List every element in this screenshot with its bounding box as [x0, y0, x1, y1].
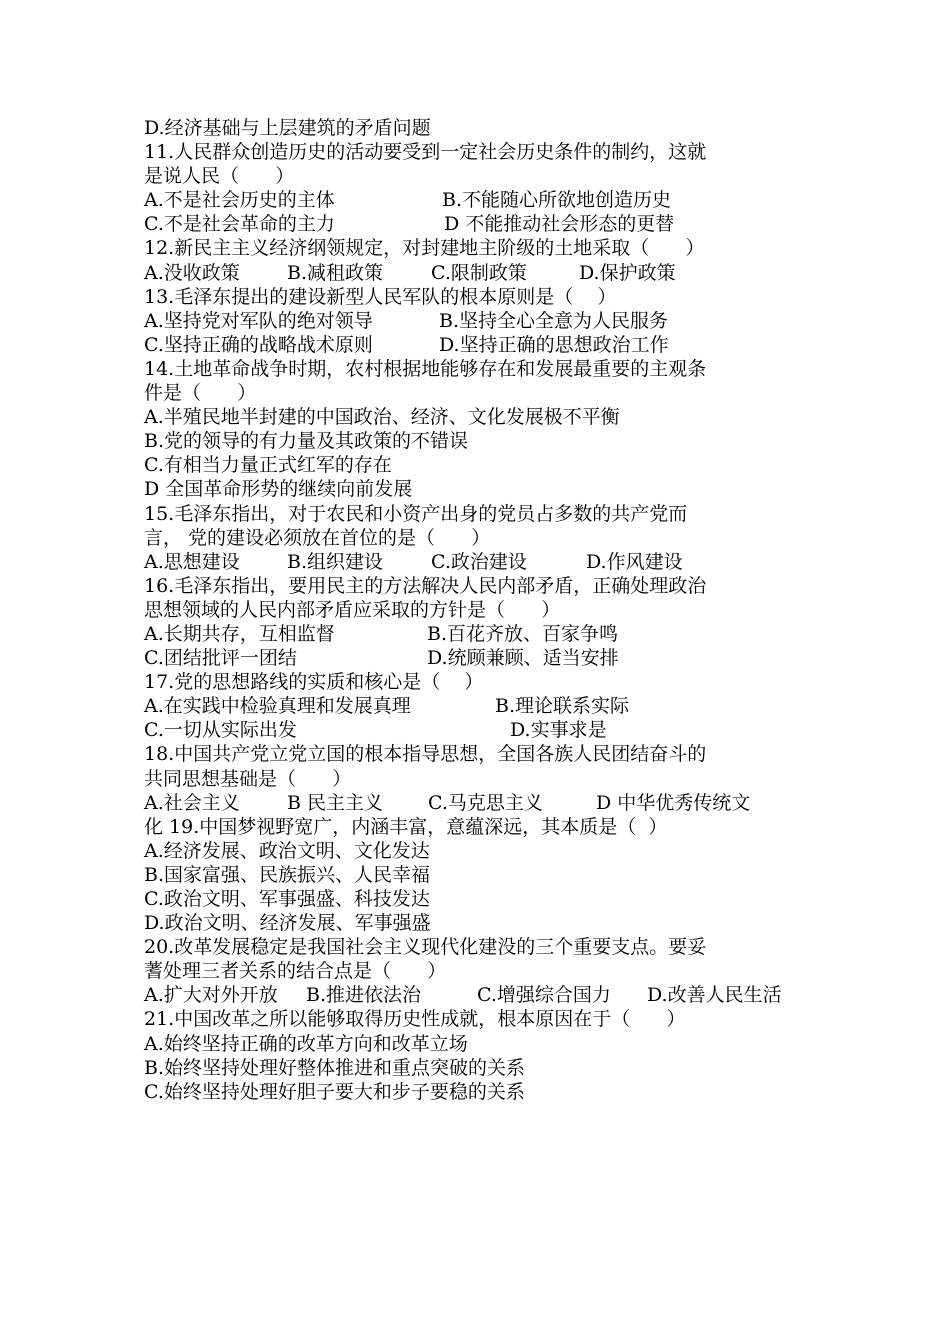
text-line: D.政治文明、经济发展、军事强盛: [144, 912, 431, 935]
answer-option: B.不能随心所欲地创造历史: [442, 189, 672, 212]
answer-option: D.保护政策: [579, 261, 676, 284]
text-line: 11.人民群众创造历史的活动要受到一定社会历史条件的制约，这就: [144, 141, 707, 164]
text-line: 是说人民（ ）: [144, 165, 295, 188]
answer-option: C.一切从实际出发: [144, 719, 297, 742]
text-line: 16.毛泽东指出，要用民主的方法解决人民内部矛盾，正确处理政治: [144, 574, 707, 597]
text-line: 14.土地革命战争时期，农村根据地能够存在和发展最重要的主观条: [144, 357, 707, 380]
text-line: 12.新民主主义经济纲领规定，对封建地主阶级的土地采取（ ）: [144, 237, 705, 260]
option-row: [144, 188, 814, 212]
option-row: [144, 550, 814, 574]
text-line: 17.党的思想路线的实质和核心是（ ）: [144, 671, 484, 694]
option-row: [144, 212, 814, 236]
answer-option: D.统顾兼顾、适当安排: [427, 647, 619, 670]
answer-option: B.坚持全心全意为人民服务: [439, 309, 669, 332]
text-line: 共同思想基础是（ ）: [144, 767, 352, 790]
text-line: 15.毛泽东指出，对于农民和小资产出身的党员占多数的共产党而: [144, 502, 688, 525]
text-line: C.政治文明、军事强盛、科技发达: [144, 888, 430, 910]
option-row: [144, 333, 814, 357]
text-line: B.党的领导的有力量及其政策的不错误: [144, 430, 469, 453]
answer-option: B.推进依法治: [306, 984, 422, 1007]
answer-option: A.没收政策: [144, 261, 240, 284]
text-line: B.国家富强、民族振兴、人民幸福: [144, 863, 431, 886]
answer-option: C.限制政策: [431, 261, 527, 284]
answer-option: B.百花齐放、百家争鸣: [427, 622, 619, 645]
option-row: [144, 261, 814, 285]
answer-option: C.增强综合国力: [477, 984, 611, 1007]
text-line: A.经济发展、政治文明、文化发达: [144, 839, 430, 862]
answer-option: A.长期共存，互相监督: [144, 622, 335, 645]
text-line: D.经济基础与上层建筑的矛盾问题: [144, 117, 431, 139]
text-line: B.始终坚持处理好整体推进和重点突破的关系: [144, 1056, 526, 1079]
answer-option: B.理论联系实际: [495, 695, 630, 718]
text-line: 蓍处理三者关系的结合点是（ ）: [144, 960, 447, 983]
answer-option: A.扩大对外开放: [144, 984, 278, 1007]
answer-option: A.坚持党对军队的绝对领导: [144, 309, 373, 332]
answer-option: A.不是社会历史的主体: [144, 189, 335, 212]
option-row: [144, 622, 814, 646]
text-line: 化 19.中国梦视野宽广，内涵丰富，意蕴深远，其本质是（ ）: [144, 815, 668, 838]
answer-option: D.作风建设: [586, 550, 683, 573]
answer-option: D.实事求是: [510, 719, 607, 742]
text-line: 20.改革发展稳定是我国社会主义现代化建没的三个重要支点。要妥: [144, 936, 707, 959]
answer-option: D.坚持正确的思想政治工作: [439, 333, 669, 356]
answer-option: C.团结批评一团结: [144, 647, 297, 670]
option-row: [144, 718, 814, 742]
answer-option: A.在实践中检验真理和发展真理: [144, 695, 411, 718]
text-line: C.有相当力量正式红军的存在: [144, 454, 392, 477]
option-row: [144, 694, 814, 718]
text-line: 13.毛泽东提出的建设新型人民军队的根本原则是（ ）: [144, 285, 617, 308]
answer-option: D 中华优秀传统文: [596, 791, 751, 814]
option-row: [144, 791, 814, 815]
option-row: [144, 983, 814, 1007]
answer-option: D 不能推动社会形态的更替: [444, 213, 675, 236]
text-line: 18.中国共产党立党立国的根本指导思想，全国各族人民团结奋斗的: [144, 743, 707, 766]
answer-option: B.减租政策: [287, 261, 384, 284]
text-line: 21.中国改革之所以能够取得历史性成就，根本原因在于（ ）: [144, 1008, 686, 1031]
text-line: D 全国革命形势的继续向前发展: [144, 478, 413, 501]
answer-option: A.社会主义: [144, 791, 240, 814]
answer-option: C.不是社会革命的主力: [144, 213, 335, 236]
answer-option: B.组织建设: [287, 550, 384, 573]
option-row: [144, 646, 814, 670]
text-line: A.半殖民地半封建的中国政治、经济、文化发展极不平衡: [144, 406, 620, 429]
answer-option: C.政治建设: [431, 550, 527, 573]
option-row: [144, 309, 814, 333]
answer-option: C.马克思主义: [428, 791, 543, 814]
answer-option: D.改善人民生活: [647, 984, 782, 1007]
text-line: 件是（ ）: [144, 382, 257, 405]
text-line: 思想领域的人民内部矛盾应采取的方针是（ ）: [144, 598, 561, 621]
text-line: C.始终坚持处理好胆子要大和步子要稳的关系: [144, 1080, 525, 1103]
answer-option: B 民主主义: [287, 791, 384, 814]
text-line: 言， 党的建设必须放在首位的是（ ）: [144, 526, 491, 549]
question-list: [144, 116, 814, 1104]
text-line: A.始终坚持正确的改革方向和改革立场: [144, 1032, 468, 1055]
answer-option: C.坚持正确的战略战术原则: [144, 333, 373, 356]
answer-option: A.思想建设: [144, 550, 240, 573]
